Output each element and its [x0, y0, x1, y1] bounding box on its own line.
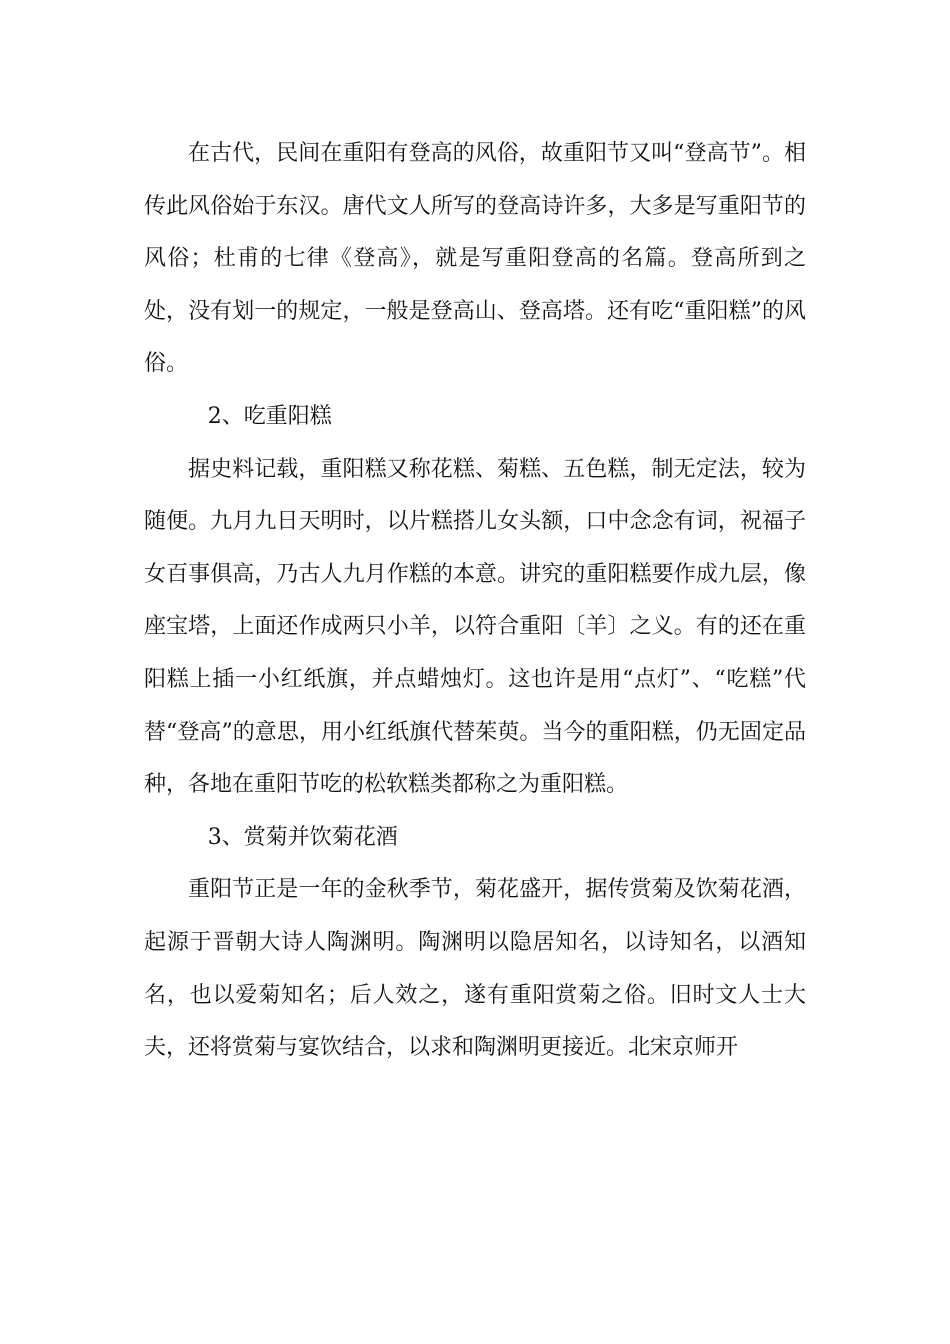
section-heading-chrysanthemum: 3、赏菊并饮菊花酒 [207, 824, 398, 850]
document-body [144, 128, 806, 1075]
paragraph-chrysanthemum: 重阳节正是一年的金秋季节，菊花盛开，据传赏菊及饮菊花酒，起源于晋朝大诗人陶渊明。陶渊明以隐居知名，以诗知名，以酒知名，也以爱菊知名；后人效之，遂有重阳赏菊之俗。旧时文人士大夫，还将赏菊与宴饮结合，以求和陶渊明更接近。北宋京师开 [144, 877, 806, 1061]
paragraph-chongyang-cake: 据史料记载，重阳糕又称花糕、菊糕、五色糕，制无定法，较为随便。九月九日天明时，以片糕搭儿女头额，口中念念有词，祝福子女百事俱高，乃古人九月作糕的本意。讲究的重阳糕要作成九层，像座宝塔，上面还作成两只小羊，以符合重阳〔羊〕之义。有的还在重阳糕上插一小红纸旗，并点蜡烛灯。这也许是用“点灯”、“吃糕”代替“登高”的意思，用小红纸旗代替茱萸。当今的重阳糕，仍无固定品种，各地在重阳节吃的松软糕类都称之为重阳糕。 [144, 456, 806, 798]
paragraph-climbing-custom: 在古代，民间在重阳有登高的风俗，故重阳节又叫“登高节”。相传此风俗始于东汉。唐代文人所写的登高诗许多，大多是写重阳节的风俗；杜甫的七律《登高》，就是写重阳登高的名篇。登高所到之处，没有划一的规定，一般是登高山、登高塔。还有吃“重阳糕”的风俗。 [144, 141, 806, 377]
section-heading-chongyang-cake: 2、吃重阳糕 [207, 403, 332, 429]
